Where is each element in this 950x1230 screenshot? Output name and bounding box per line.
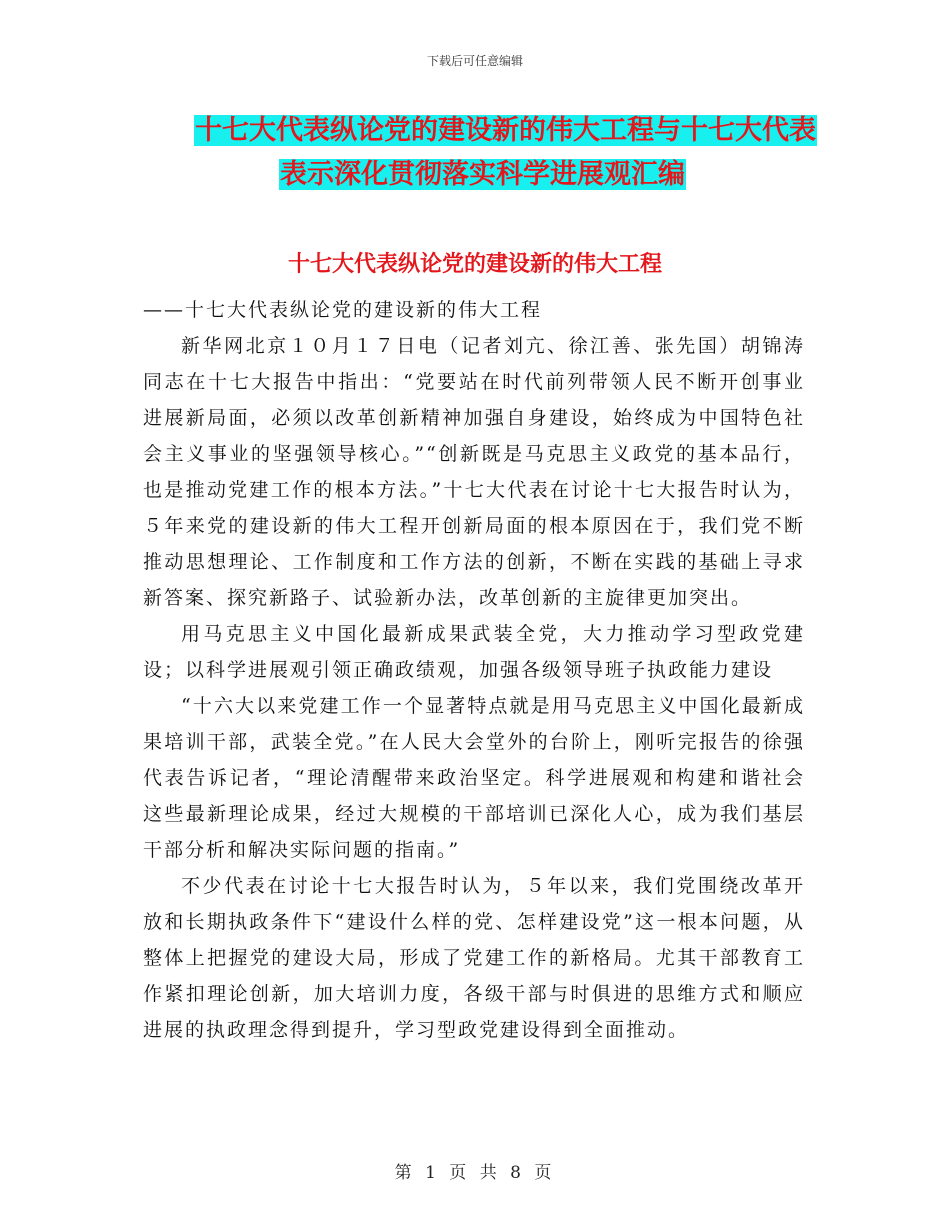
article-subtitle: ——十七大代表纵论党的建设新的伟大工程 [143, 299, 543, 321]
header-note: 下载后可任意编辑 [426, 54, 523, 68]
document-title-line-2 [0, 156, 950, 194]
document-title-line-1 [0, 112, 950, 150]
paragraph: 新华网北京１０月１７日电（记者刘亢、徐江善、张先国）胡锦涛同志在十七大报告中指出：“党要站在时代前列带领人民不断开创事业进展新局面，必须以改革创新精神加强自身建设，始终成为中国特色社会主义事业的坚强领导核心。”“创新既是马克思主义政党的基本品行，也是推动党建工作的根本方法。”十七大代表在讨论十七大报告时认为，５年来党的建设新的伟大工程开创新局面的根本原因在于，我们党不断推动思想理论、工作制度和工作方法的创新，不断在实践的基础上寻求新答案、探究新路子、试验新办法，改革创新的主旋律更加突出。 [143, 335, 805, 609]
document-title-line-1-text: 十七大代表纵论党的建设新的伟大工程与十七大代表 [195, 115, 816, 146]
paragraph: 不少代表在讨论十七大报告时认为，５年以来，我们党围绕改革开放和长期执政条件下“建设什么样的党、怎样建设党”这一根本问题，从整体上把握党的建设大局，形成了党建工作的新格局。尤其干部教育工作紧扣理论创新，加大培训力度，各级干部与时俱进的思维方式和顺应进展的执政理念得到提升，学习型政党建设得到全面推动。 [143, 875, 805, 1041]
paragraph: 用马克思主义中国化最新成果武装全党，大力推动学习型政党建设；以科学进展观引领正确政绩观，加强各级领导班子执政能力建设 [143, 623, 805, 681]
paragraph: “十六大以来党建工作一个显著特点就是用马克思主义中国化最新成果培训干部，武装全党。”在人民大会堂外的台阶上，刚听完报告的徐强代表告诉记者，“理论清醒带来政治坚定。科学进展观和构建和谐社会这些最新理论成果，经过大规模的干部培训已深化人心，成为我们基层干部分析和解决实际问题的指南。” [143, 695, 805, 861]
document-title-line-2-text: 表示深化贯彻落实科学进展观汇编 [280, 159, 685, 190]
page-footer: 第 1 页 共 8 页 [394, 1163, 556, 1183]
article-body [143, 292, 805, 1048]
section-title: 十七大代表纵论党的建设新的伟大工程 [287, 252, 662, 277]
